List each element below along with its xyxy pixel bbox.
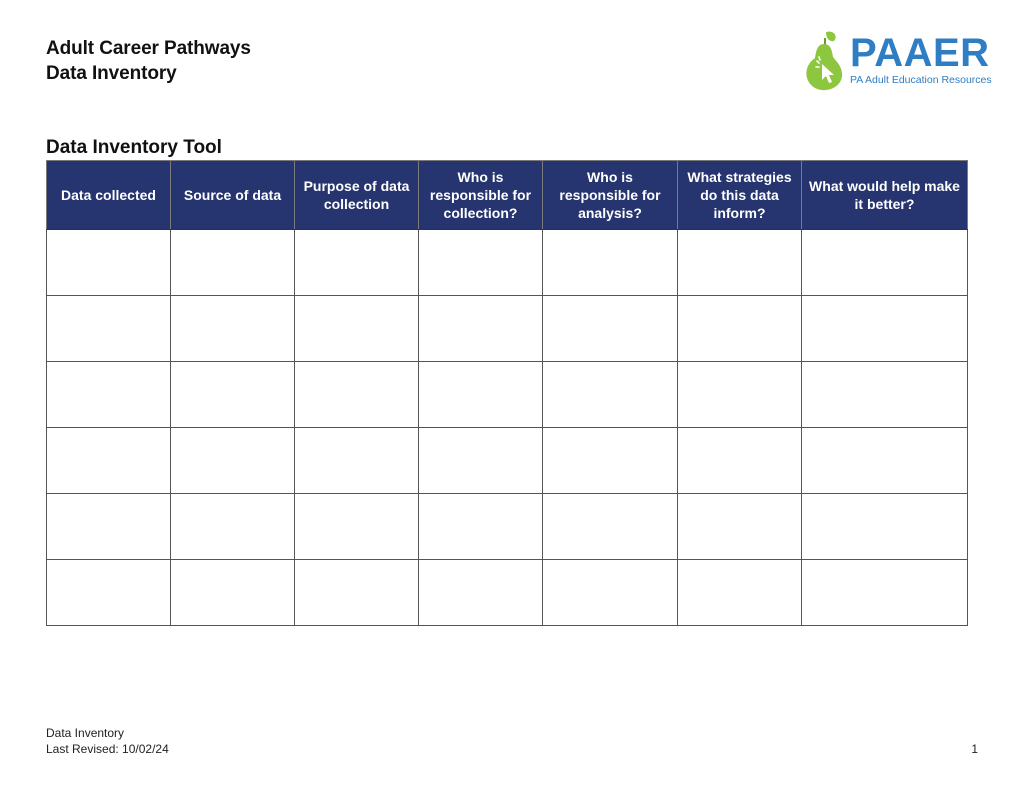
document-title-line1: Adult Career Pathways — [46, 38, 251, 59]
table-row — [47, 560, 968, 626]
table-row — [47, 296, 968, 362]
table-cell[interactable] — [678, 362, 802, 428]
table-cell[interactable] — [47, 296, 171, 362]
table-cell[interactable] — [295, 296, 419, 362]
page-number: 1 — [971, 742, 978, 756]
table-cell[interactable] — [802, 296, 968, 362]
table-cell[interactable] — [678, 296, 802, 362]
table-cell[interactable] — [678, 230, 802, 296]
column-header-purpose: Purpose of data collection — [295, 161, 419, 230]
table-cell[interactable] — [802, 230, 968, 296]
table-row — [47, 494, 968, 560]
table-cell[interactable] — [47, 230, 171, 296]
table-cell[interactable] — [419, 428, 543, 494]
table-cell[interactable] — [171, 560, 295, 626]
table-cell[interactable] — [419, 296, 543, 362]
table-row — [47, 230, 968, 296]
column-header-improvements: What would help make it better? — [802, 161, 968, 230]
pear-cursor-icon — [804, 30, 844, 92]
table-cell[interactable] — [543, 428, 678, 494]
footer-last-revised: Last Revised: 10/02/24 — [46, 742, 169, 756]
table-cell[interactable] — [543, 560, 678, 626]
table-cell[interactable] — [419, 560, 543, 626]
table-cell[interactable] — [543, 362, 678, 428]
table-row — [47, 428, 968, 494]
logo-wordmark: PAAER — [850, 31, 990, 75]
table-cell[interactable] — [295, 362, 419, 428]
table-cell[interactable] — [171, 296, 295, 362]
document-title-line2: Data Inventory — [46, 63, 177, 84]
table-cell[interactable] — [47, 560, 171, 626]
table-cell[interactable] — [171, 428, 295, 494]
table-cell[interactable] — [802, 428, 968, 494]
table-cell[interactable] — [47, 494, 171, 560]
table-row — [47, 362, 968, 428]
table-cell[interactable] — [802, 362, 968, 428]
table-cell[interactable] — [543, 296, 678, 362]
table-cell[interactable] — [295, 560, 419, 626]
table-cell[interactable] — [543, 230, 678, 296]
table-cell[interactable] — [678, 428, 802, 494]
column-header-source-of-data: Source of data — [171, 161, 295, 230]
table-cell[interactable] — [295, 230, 419, 296]
table-cell[interactable] — [295, 428, 419, 494]
table-cell[interactable] — [171, 494, 295, 560]
table-cell[interactable] — [419, 494, 543, 560]
table-cell[interactable] — [419, 362, 543, 428]
table-cell[interactable] — [802, 560, 968, 626]
table-cell[interactable] — [47, 428, 171, 494]
table-cell[interactable] — [802, 494, 968, 560]
table-cell[interactable] — [171, 362, 295, 428]
document-title — [46, 36, 251, 86]
column-header-strategies: What strategies do this data inform? — [678, 161, 802, 230]
table-cell[interactable] — [47, 362, 171, 428]
paaer-logo — [804, 30, 1004, 94]
column-header-data-collected: Data collected — [47, 161, 171, 230]
table-cell[interactable] — [678, 494, 802, 560]
section-title: Data Inventory Tool — [46, 137, 222, 158]
column-header-collection-responsibility: Who is responsible for collection? — [419, 161, 543, 230]
footer-document-name: Data Inventory — [46, 726, 125, 740]
table-cell[interactable] — [295, 494, 419, 560]
table-cell[interactable] — [171, 230, 295, 296]
page-footer — [46, 725, 169, 757]
table-cell[interactable] — [678, 560, 802, 626]
table-cell[interactable] — [543, 494, 678, 560]
column-header-analysis-responsibility: Who is responsible for analysis? — [543, 161, 678, 230]
table-header-row — [47, 161, 968, 230]
logo-tagline: PA Adult Education Resources — [850, 74, 992, 86]
data-inventory-table — [46, 160, 968, 626]
table-cell[interactable] — [419, 230, 543, 296]
